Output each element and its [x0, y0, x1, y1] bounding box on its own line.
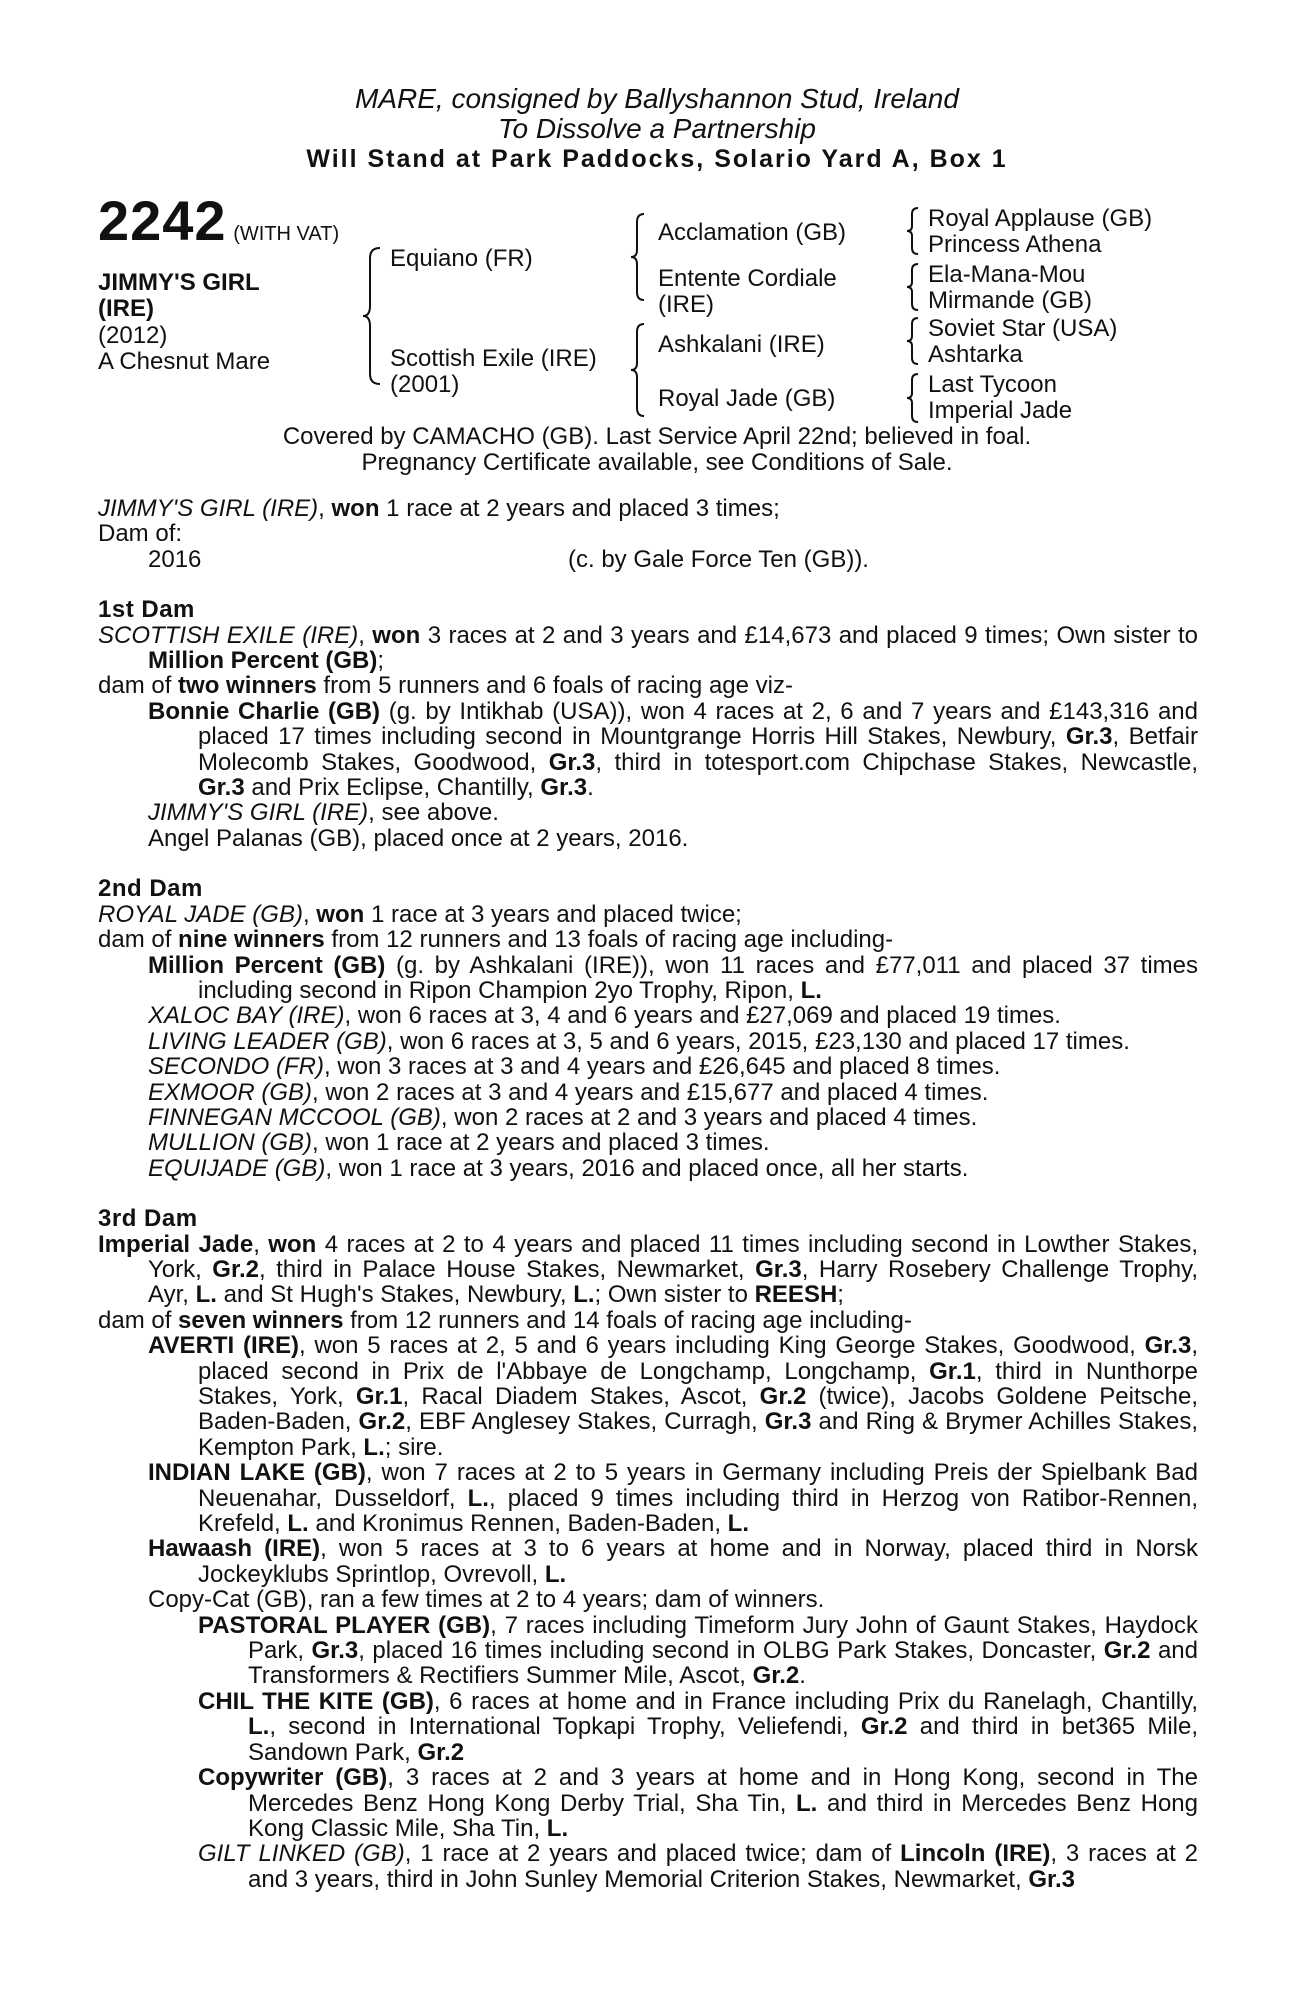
mare-record: JIMMY'S GIRL (IRE), won 1 race at 2 years and placed 3 times; [98, 495, 780, 522]
dsd: Ashtarka [928, 341, 1023, 368]
first-dam-title: 1st Dam [98, 596, 195, 624]
produce-entry: AVERTI (IRE), won 5 races at 2, 5 and 6 years including King George Stakes, Goodwood, Gr.3, placed second in Prix de l'Abbaye de Longchamp, Longchamp, Gr.1, third in Nunthorpe Stakes, York, Gr.1, Racal Diadem Stakes, Ascot, Gr.2 (twice), Jacobs Goldene Peitsche, Baden-Baden, Gr.2, EBF Anglesey Stakes, Curragh, Gr.3 and Ring & Brymer Achilles Stakes, Kempton Park, L.; sire. [148, 1332, 1198, 1461]
produce-entry: XALOC BAY (IRE), won 6 races at 3, 4 and 6 years and £27,069 and placed 19 times. [148, 1002, 1061, 1030]
covering-note [0, 424, 1314, 476]
sire-name: Equiano (FR) [390, 245, 533, 272]
pregnancy-line: Pregnancy Certificate available, see Conditions of Sale. [361, 449, 953, 476]
pedigree-brace [906, 262, 920, 312]
pedigree-brace [906, 316, 920, 366]
produce-entry: GILT LINKED (GB), 1 race at 2 years and placed twice; dam of Lincoln (IRE), 3 races at 2 and 3 years, third in John Sunley Memorial Criterion Stakes, Newmarket, Gr.3 [198, 1840, 1199, 1893]
location-line: Will Stand at Park Paddocks, Solario Yard A, Box 1 [306, 145, 1008, 173]
produce-entry: MULLION (GB), won 1 race at 2 years and placed 3 times. [148, 1129, 770, 1157]
produce-record [98, 496, 1198, 1892]
dam-year: (2001) [390, 371, 460, 398]
lot-number: 2242 [98, 189, 227, 252]
partnership-line: To Dissolve a Partnership [497, 113, 816, 144]
horse-year: (2012) [98, 322, 168, 349]
catalogue-header [0, 84, 1314, 174]
sdd: Mirmande (GB) [928, 287, 1093, 314]
third-dam-summary: dam of seven winners from 12 runners and 14 foals of racing age including- [98, 1306, 912, 1334]
second-dam-title: 2nd Dam [98, 875, 203, 903]
sire-sire: Acclamation (GB) [658, 219, 847, 246]
produce-entry: CHIL THE KITE (GB), 6 races at home and in France including Prix du Ranelagh, Chantilly, L., second in International Topkapi Trophy, Veliefendi, Gr.2 and third in bet365 Mile, Sandown Park, Gr.2 [198, 1687, 1199, 1766]
sire-dam: Entente Cordiale [658, 265, 837, 292]
dam-sire: Ashkalani (IRE) [658, 331, 825, 358]
covering-line: Covered by CAMACHO (GB). Last Service April 22nd; believed in foal. [282, 423, 1032, 450]
horse-description: A Chesnut Mare [98, 348, 271, 375]
second-dam-summary: dam of nine winners from 12 runners and 13 foals of racing age including- [98, 926, 894, 954]
first-dam-summary: dam of two winners from 5 runners and 6 foals of racing age viz- [98, 672, 793, 700]
horse-origin: (IRE) [98, 295, 154, 322]
produce-entry: Angel Palanas (GB), placed once at 2 years, 2016. [148, 824, 689, 852]
produce-entry: JIMMY'S GIRL (IRE), see above. [148, 799, 499, 827]
ssd: Princess Athena [928, 231, 1102, 258]
sds: Ela-Mana-Mou [928, 261, 1086, 288]
consignor-line: MARE, consigned by Ballyshannon Stud, Ireland [355, 83, 959, 114]
produce-entry: Bonnie Charlie (GB) (g. by Intikhab (USA)), won 4 races at 2, 6 and 7 years and £143,316 and placed 17 times including second in Mountgrange Horris Hill Stakes, Newbury, Gr.3, Betfair Molecomb Stakes, Goodwood, Gr.3, third in totesport.com Chipchase Stakes, Newcastle, Gr.3 and Prix Eclipse, Chantilly, Gr.3. [148, 697, 1199, 802]
produce-entry: Hawaash (IRE), won 5 races at 3 to 6 years at home and in Norway, placed third in Norsk Jockeyklubs Sprintlop, Ovrevoll, L. [148, 1535, 1198, 1588]
produce-entry: Copywriter (GB), 3 races at 2 and 3 years at home and in Hong Kong, second in The Mercedes Benz Hong Kong Derby Trial, Sha Tin, L. and third in Mercedes Benz Hong Kong Classic Mile, Sha Tin, L. [198, 1764, 1198, 1842]
foal-row: 2016 (c. by Gale Force Ten (GB)). [148, 545, 869, 573]
pedigree-brace [906, 206, 920, 256]
first-dam-record: SCOTTISH EXILE (IRE), won 3 races at 2 and 3 years and £14,673 and placed 9 times; Own sister to Million Percent (GB); [98, 621, 1199, 675]
third-dam-title: 3rd Dam [98, 1205, 198, 1233]
produce-entry: EXMOOR (GB), won 2 races at 3 and 4 years and £15,677 and placed 4 times. [148, 1078, 989, 1106]
sss: Royal Applause (GB) [928, 205, 1153, 232]
produce-entry: Copy-Cat (GB), ran a few times at 2 to 4 years; dam of winners. [148, 1586, 825, 1614]
dss: Soviet Star (USA) [928, 315, 1118, 342]
pedigree-block [0, 189, 1314, 440]
pedigree-brace [906, 372, 920, 424]
horse-name: JIMMY'S GIRL [98, 269, 260, 296]
produce-entry: EQUIJADE (GB), won 1 race at 3 years, 2016 and placed once, all her starts. [148, 1154, 969, 1182]
dds: Last Tycoon [928, 371, 1057, 398]
lot-number-line [98, 189, 340, 252]
third-dam-record: Imperial Jade, won 4 races at 2 to 4 years and placed 11 times including second in Lowther Stakes, York, Gr.2, third in Palace House Stakes, Newmarket, Gr.3, Harry Rosebery Challenge Trophy, Ayr, L. and St Hugh's Stakes, Newbury, L.; Own sister to REESH; [98, 1230, 1198, 1309]
ddd: Imperial Jade [928, 397, 1073, 424]
second-dam-record: ROYAL JADE (GB), won 1 race at 3 years and placed twice; [98, 900, 742, 928]
produce-entry: PASTORAL PLAYER (GB), 7 races including Timeform Jury John of Gaunt Stakes, Haydock Park, Gr.3, placed 16 times including second in OLBG Park Stakes, Doncaster, Gr.2 and Transformers & Rectifiers Summer Mile, Ascot, Gr.2. [198, 1611, 1198, 1690]
pedigree-brace [630, 322, 646, 418]
dam-name: Scottish Exile (IRE) [390, 345, 597, 372]
vat-note: (WITH VAT) [233, 223, 340, 245]
produce-entry: FINNEGAN MCCOOL (GB), won 2 races at 2 and 3 years and placed 4 times. [148, 1103, 978, 1131]
dam-dam: Royal Jade (GB) [658, 385, 836, 412]
dam-of-label: Dam of: [98, 520, 183, 548]
sire-dam-origin: (IRE) [658, 291, 714, 318]
produce-entry: Million Percent (GB) (g. by Ashkalani (IRE)), won 11 races and £77,011 and placed 37 times including second in Ripon Champion 2yo Trophy, Ripon, L. [148, 951, 1198, 1004]
produce-entry: LIVING LEADER (GB), won 6 races at 3, 5 and 6 years, 2015, £23,130 and placed 17 times. [148, 1027, 1130, 1055]
produce-entry: INDIAN LAKE (GB), won 7 races at 2 to 5 years in Germany including Preis der Spielbank Bad Neuenahar, Dusseldorf, L., placed 9 times including third in Herzog von Ratibor-Rennen, Krefeld, L. and Kronimus Rennen, Baden-Baden, L. [148, 1459, 1198, 1538]
pedigree-brace [362, 246, 382, 386]
produce-entry: SECONDO (FR), won 3 races at 3 and 4 years and £26,645 and placed 8 times. [148, 1053, 1001, 1081]
pedigree-brace [630, 212, 646, 302]
